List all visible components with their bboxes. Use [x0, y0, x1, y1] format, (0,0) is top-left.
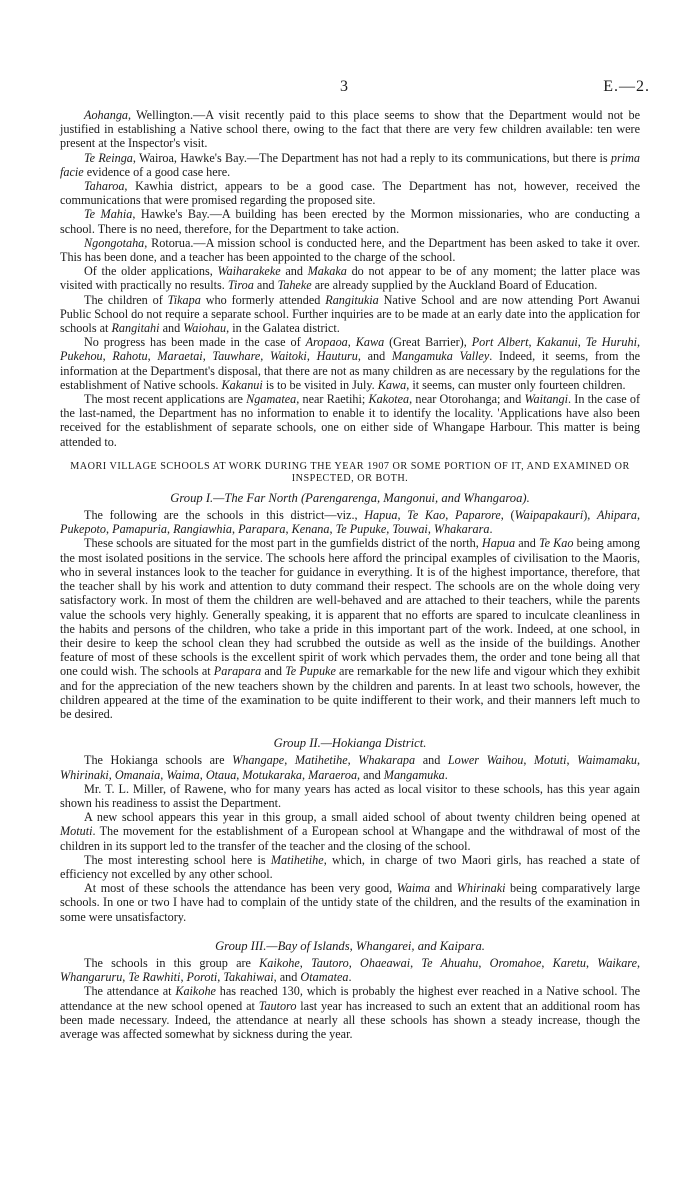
- italic-text: Whirinaki: [60, 767, 109, 782]
- text-run: , it seems, can muster only fourteen children.: [406, 377, 626, 392]
- paragraph: [60, 853, 640, 881]
- paragraph: [60, 151, 640, 179]
- text-run: ,: [636, 508, 641, 523]
- group-2-text: [60, 753, 640, 923]
- paragraph: [60, 264, 640, 292]
- text-run: and: [159, 321, 184, 336]
- text-run: ,: [410, 955, 422, 970]
- paragraph: [60, 782, 640, 810]
- text-run: ,: [427, 522, 434, 537]
- group-1-heading: Group I.—The Far North (Parengarenga, Mangonui, and Whangaroa).: [170, 490, 530, 505]
- page-header: [0, 78, 700, 98]
- text-run: ,: [160, 767, 167, 782]
- text-run: ,: [528, 335, 537, 350]
- text-run: ,: [348, 955, 361, 970]
- text-run: ,: [329, 522, 336, 537]
- italic-text: Mangamuka Valley: [391, 349, 490, 364]
- text-run: ,: [285, 522, 292, 537]
- text-run: , and: [273, 970, 301, 985]
- text-run: ,: [299, 955, 312, 970]
- text-run: ,: [301, 767, 309, 782]
- text-run: The schools in this group are: [84, 955, 260, 970]
- paragraph: [60, 881, 640, 924]
- italic-text: Motuti: [534, 753, 567, 768]
- italic-text: Pukehou: [60, 349, 103, 364]
- text-run: and: [415, 753, 448, 768]
- italic-text: Kakanui: [536, 335, 578, 350]
- italic-text: Te Pupuke: [285, 664, 336, 679]
- text-run: , near Otorohanga; and: [409, 392, 525, 407]
- italic-text: Waima: [166, 767, 200, 782]
- text-run: , Rotorua.—A mission school is conducted here, and the Department has been asked to take it over. This has been done, and a teacher has been appointed to the charge of the school.: [60, 235, 640, 265]
- text-run: , Kawhia district, appears to be a good case. The Department has not, however, received the communications that were promised regarding the proposed site.: [60, 179, 640, 208]
- text-run: do not appear to be of any moment; the latter place was visited with practically no results.: [60, 264, 640, 293]
- text-run: Of the older applications,: [84, 264, 218, 279]
- italic-text: Te Rawhiti: [128, 970, 181, 985]
- text-run: ,: [586, 955, 598, 970]
- italic-text: Karetu: [552, 955, 587, 970]
- italic-text: Waikare: [597, 955, 638, 970]
- paragraph: [60, 753, 640, 781]
- text-run: being among the most isolated positions in the service. The schools here afford the principal examples of civilisation to the Maoris, who in several instances look to the teacher for guidance in everything. It is of the highest importance, therefore, that the teacher shall by his work and attention to duty command their respect. The schools are on the whole doing very satisfactory work. In most of them the children are well-behaved and are attached to their teachers, while the parents value the schools very highly. Generally speaking, it is apparent that no efforts are spared to inculcate cleanliness in the habits and persons of the children, who take a pride in this important part of the work. Indeed, at one school, in their desire to keep the school clean they had scrubbed the outside as well as the inside of the buildings. Another feature of most of these schools is the excellent spirit of work which pervades them, the order and tone being all that one could wish. The schools at: [60, 536, 640, 679]
- group-1-text: [60, 508, 640, 721]
- text-run: ,: [199, 767, 206, 782]
- text-run: are already supplied by the Auckland Board of Education.: [311, 278, 598, 293]
- italic-text: Te Huruhi: [585, 335, 637, 350]
- text-run: being comparatively large schools. In one or two I have had to complain of the untidy state of the children, and the results of the examination in some were unsatisfactory.: [60, 881, 640, 924]
- document-reference: E.—2.: [603, 78, 650, 95]
- italic-text: Ahipara: [597, 508, 637, 523]
- group-3-text: [60, 956, 640, 1041]
- italic-text: Tauwhare: [212, 349, 261, 364]
- italic-text: Te Pupuke: [335, 522, 387, 537]
- italic-text: Waitangi: [524, 392, 569, 407]
- italic-text: Kawa: [355, 335, 385, 350]
- text-run: ,: [180, 970, 187, 985]
- text-run: , and: [357, 349, 392, 364]
- italic-text: Te Kao: [407, 508, 446, 523]
- italic-text: Te Ahuahu: [421, 955, 479, 970]
- italic-text: Oromahoe: [489, 955, 542, 970]
- text-run: .: [444, 767, 448, 782]
- italic-text: Motuti: [60, 824, 93, 839]
- text-run: The most interesting school here is: [84, 852, 271, 867]
- text-run: ,: [636, 335, 641, 350]
- paragraph: [60, 536, 640, 721]
- italic-text: Te Reinga: [84, 150, 133, 165]
- text-run: is to be visited in July.: [262, 377, 378, 392]
- text-run: and: [515, 536, 539, 551]
- paragraph: [60, 508, 640, 536]
- text-run: and: [261, 664, 286, 679]
- text-run: ,: [347, 335, 356, 350]
- italic-text: Paparore: [454, 508, 501, 523]
- italic-text: Pamapuria: [112, 522, 167, 537]
- text-run: , and: [357, 767, 384, 782]
- italic-text: Kakanui: [221, 377, 263, 392]
- italic-text: Pukepoto: [60, 522, 107, 537]
- section-title: MAORI VILLAGE SCHOOLS AT WORK DURING THE YEAR 1907 OR SOME PORTION OF IT, AND EXAMINED OR INSPECTED, OR BOTH.: [70, 460, 630, 484]
- text-run: At most of these schools the attendance has been very good,: [84, 881, 397, 896]
- italic-text: Ngongotaha: [84, 235, 145, 250]
- paragraph: [60, 956, 640, 984]
- paragraph: [60, 236, 640, 264]
- paragraph: [60, 207, 640, 235]
- text-run: , near Raetihi;: [296, 392, 369, 407]
- italic-text: Hapua: [481, 536, 516, 551]
- text-run: ,: [636, 753, 641, 768]
- text-run: The attendance at: [84, 984, 176, 999]
- italic-text: Rangiawhia: [173, 522, 232, 537]
- italic-text: Port Albert: [471, 335, 529, 350]
- text-run: ,: [397, 508, 408, 523]
- italic-text: Kaikohe: [259, 955, 300, 970]
- page-number: 3: [340, 78, 348, 95]
- text-run: . Indeed, it seems, from the information at the Department's disposal, that there are not as many children as are necessary by the regulations for the establishment of Native schools.: [60, 349, 641, 392]
- group-2-heading: Group II.—Hokianga District.: [273, 736, 427, 751]
- text-run: . In the case of the last-named, the Department has no information to enable it to identify the locality. 'Applications have also been received for the establishment of separate schools, one on either side of Whangape Harbour. This matter is being attended to.: [60, 392, 641, 449]
- text-run: .: [348, 970, 352, 985]
- italic-text: Hapua: [364, 508, 398, 523]
- text-run: ,: [106, 522, 113, 537]
- italic-text: Aropaoa: [305, 335, 348, 350]
- italic-text: Poroti: [186, 970, 218, 985]
- italic-text: Ohaeawai: [360, 955, 411, 970]
- italic-text: Aohanga: [84, 108, 129, 122]
- italic-text: Whakarapa: [358, 753, 416, 768]
- text-run: ,: [577, 335, 586, 350]
- italic-text: Taharoa: [84, 179, 125, 194]
- text-run: has reached 130, which is probably the highest ever reached in a Native school. The attendance at the new school opened at: [60, 984, 640, 1013]
- text-run: ,: [102, 349, 113, 364]
- italic-text: Motukaraka: [242, 767, 302, 782]
- text-run: who formerly attended: [200, 292, 326, 307]
- text-run: ,: [523, 753, 535, 768]
- text-run: ,: [284, 753, 295, 768]
- text-run: , in the Galatea district.: [226, 321, 340, 336]
- italic-text: Whakarara: [433, 522, 490, 537]
- paragraph: [60, 984, 640, 1041]
- italic-text: Kenana: [291, 522, 330, 537]
- italic-text: Waima: [396, 881, 431, 896]
- document-body: [60, 108, 640, 1041]
- paragraph: [60, 810, 640, 853]
- text-run: These schools are situated for the most part in the gumfields district of the north,: [84, 536, 482, 551]
- italic-text: Rahotu: [112, 349, 148, 364]
- text-run: , which, in charge of two Maori girls, has reached a state of efficiency not excelled by any other school.: [60, 852, 640, 881]
- italic-text: Tiroa: [227, 278, 254, 293]
- paragraph: [60, 108, 640, 151]
- italic-text: Kawa: [377, 377, 407, 392]
- italic-text: Maraeroa: [308, 767, 358, 782]
- text-run: and: [253, 278, 278, 293]
- italic-text: Matihetihe: [270, 852, 324, 867]
- text-run: ,: [108, 767, 115, 782]
- text-run: (Great Barrier),: [384, 335, 472, 350]
- text-run: ,: [541, 955, 553, 970]
- italic-text: Otaua: [205, 767, 237, 782]
- italic-text: Waimamaku: [577, 753, 637, 768]
- italic-text: Waiohau: [183, 321, 227, 336]
- italic-text: Hauturu: [316, 349, 358, 364]
- group-3-heading: Group III.—Bay of Islands, Whangarei, and Kaipara.: [215, 938, 485, 953]
- text-run: , (: [500, 508, 515, 523]
- text-run: The most recent applications are: [84, 392, 247, 407]
- italic-text: Whangaruru: [60, 970, 123, 985]
- italic-text: Takahiwai: [223, 970, 274, 985]
- italic-text: Te Mahia: [84, 207, 133, 222]
- italic-text: Touwai: [392, 522, 428, 537]
- italic-text: Lower Waihou: [447, 753, 524, 768]
- text-run: ,: [202, 349, 213, 364]
- text-run: are remarkable for the new life and vigour which they exhibit and for the appreciation of the new teachers shown by the children and parents. In at least two schools, however, the children appeared at the time of the examination to be quite indifferent to their work, and their manners left much to be desired.: [60, 664, 640, 721]
- text-run: ,: [236, 767, 243, 782]
- italic-text: Whirinaki: [456, 881, 506, 896]
- paragraph: [60, 293, 640, 336]
- text-run: ,: [566, 753, 578, 768]
- paragraph: [60, 392, 640, 449]
- text-run: The following are the schools in this district—viz.,: [84, 508, 365, 523]
- italic-text: Maraetai: [157, 349, 203, 364]
- italic-text: Te Kao: [538, 536, 574, 551]
- applications-section: [60, 108, 640, 449]
- italic-text: Mangamuka: [383, 767, 445, 782]
- italic-text: Kakotea: [368, 392, 410, 407]
- italic-text: Tikapa: [167, 292, 201, 307]
- text-run: ,: [217, 970, 224, 985]
- text-run: A new school appears this year in this group, a small aided school of about twenty children being opened at: [84, 810, 640, 825]
- text-run: , Wairoa, Hawke's Bay.—The Department has not had a reply to its communications, but there is: [132, 150, 611, 165]
- text-run: . The movement for the establishment of a European school at Whangape and the withdrawal of most of the children in its support led to the transfer of the teacher and the closing of the school.: [60, 824, 640, 853]
- text-run: ,: [166, 522, 174, 537]
- text-run: ,: [637, 955, 641, 970]
- paragraph: [60, 179, 640, 207]
- text-run: and: [430, 881, 457, 896]
- italic-text: Parapara: [238, 522, 286, 537]
- italic-text: Waiharakeke: [217, 264, 281, 279]
- text-run: The Hokianga schools are: [84, 753, 233, 768]
- text-run: and: [280, 264, 308, 279]
- italic-text: Waitoki: [270, 349, 307, 364]
- text-run: Mr. T. L. Miller, of Rawene, who for many years has acted as local visitor to these schools, has this year again shown his readiness to assist the Department.: [60, 781, 640, 810]
- italic-text: Makaka: [307, 264, 347, 279]
- italic-text: Matihetihe: [294, 753, 348, 768]
- italic-text: Rangitukia: [325, 292, 379, 307]
- text-run: ,: [122, 970, 129, 985]
- italic-text: Tautoro: [311, 955, 349, 970]
- italic-text: Rangitahi: [111, 321, 160, 336]
- text-run: ),: [583, 508, 598, 523]
- text-run: ,: [260, 349, 271, 364]
- text-run: ,: [231, 522, 239, 537]
- text-run: , Hawke's Bay.—A building has been erected by the Mormon missionaries, who are conducting a school. There is no need, therefore, for the Department to take action.: [60, 207, 640, 236]
- text-run: .: [489, 522, 493, 537]
- italic-text: Taheke: [277, 278, 312, 293]
- text-run: ,: [445, 508, 455, 523]
- text-run: ,: [147, 349, 158, 364]
- italic-text: Otamatea: [300, 970, 349, 985]
- italic-text: Omanaia: [114, 767, 161, 782]
- italic-text: Kaikohe: [175, 984, 216, 999]
- text-run: evidence of a good case here.: [83, 164, 231, 179]
- italic-text: Tautoro: [258, 998, 297, 1013]
- text-run: last year has increased to such an extent that an additional room has been made necessary. Indeed, the attendance at nearly all these schools has shown a steady increase, though the average was affected somewhat by sickness during the year.: [60, 998, 640, 1041]
- text-run: ,: [386, 522, 393, 537]
- text-run: ,: [306, 349, 317, 364]
- text-run: ,: [347, 753, 359, 768]
- text-run: The children of: [84, 292, 168, 307]
- italic-text: Ngamatea: [246, 392, 297, 407]
- italic-text: Whangape: [232, 753, 285, 768]
- text-run: Native School and are now attending Port Awanui Public School do not require a separate school. Further inquiries are to be made at an early date into the application for schools at: [60, 292, 640, 336]
- paragraph: [60, 335, 640, 392]
- italic-text: Parapara: [213, 664, 262, 679]
- italic-text: Waipapakauri: [514, 508, 584, 523]
- text-run: No progress has been made in the case of: [84, 335, 306, 350]
- text-run: , Wellington.—A visit recently paid to this place seems to show that the Department would not be justified in establishing a Native school there, owing to the fact that there are very few children available: ten were present at the Inspector's visit.: [60, 108, 640, 151]
- italic-text: prima facie: [60, 150, 640, 179]
- text-run: ,: [478, 955, 490, 970]
